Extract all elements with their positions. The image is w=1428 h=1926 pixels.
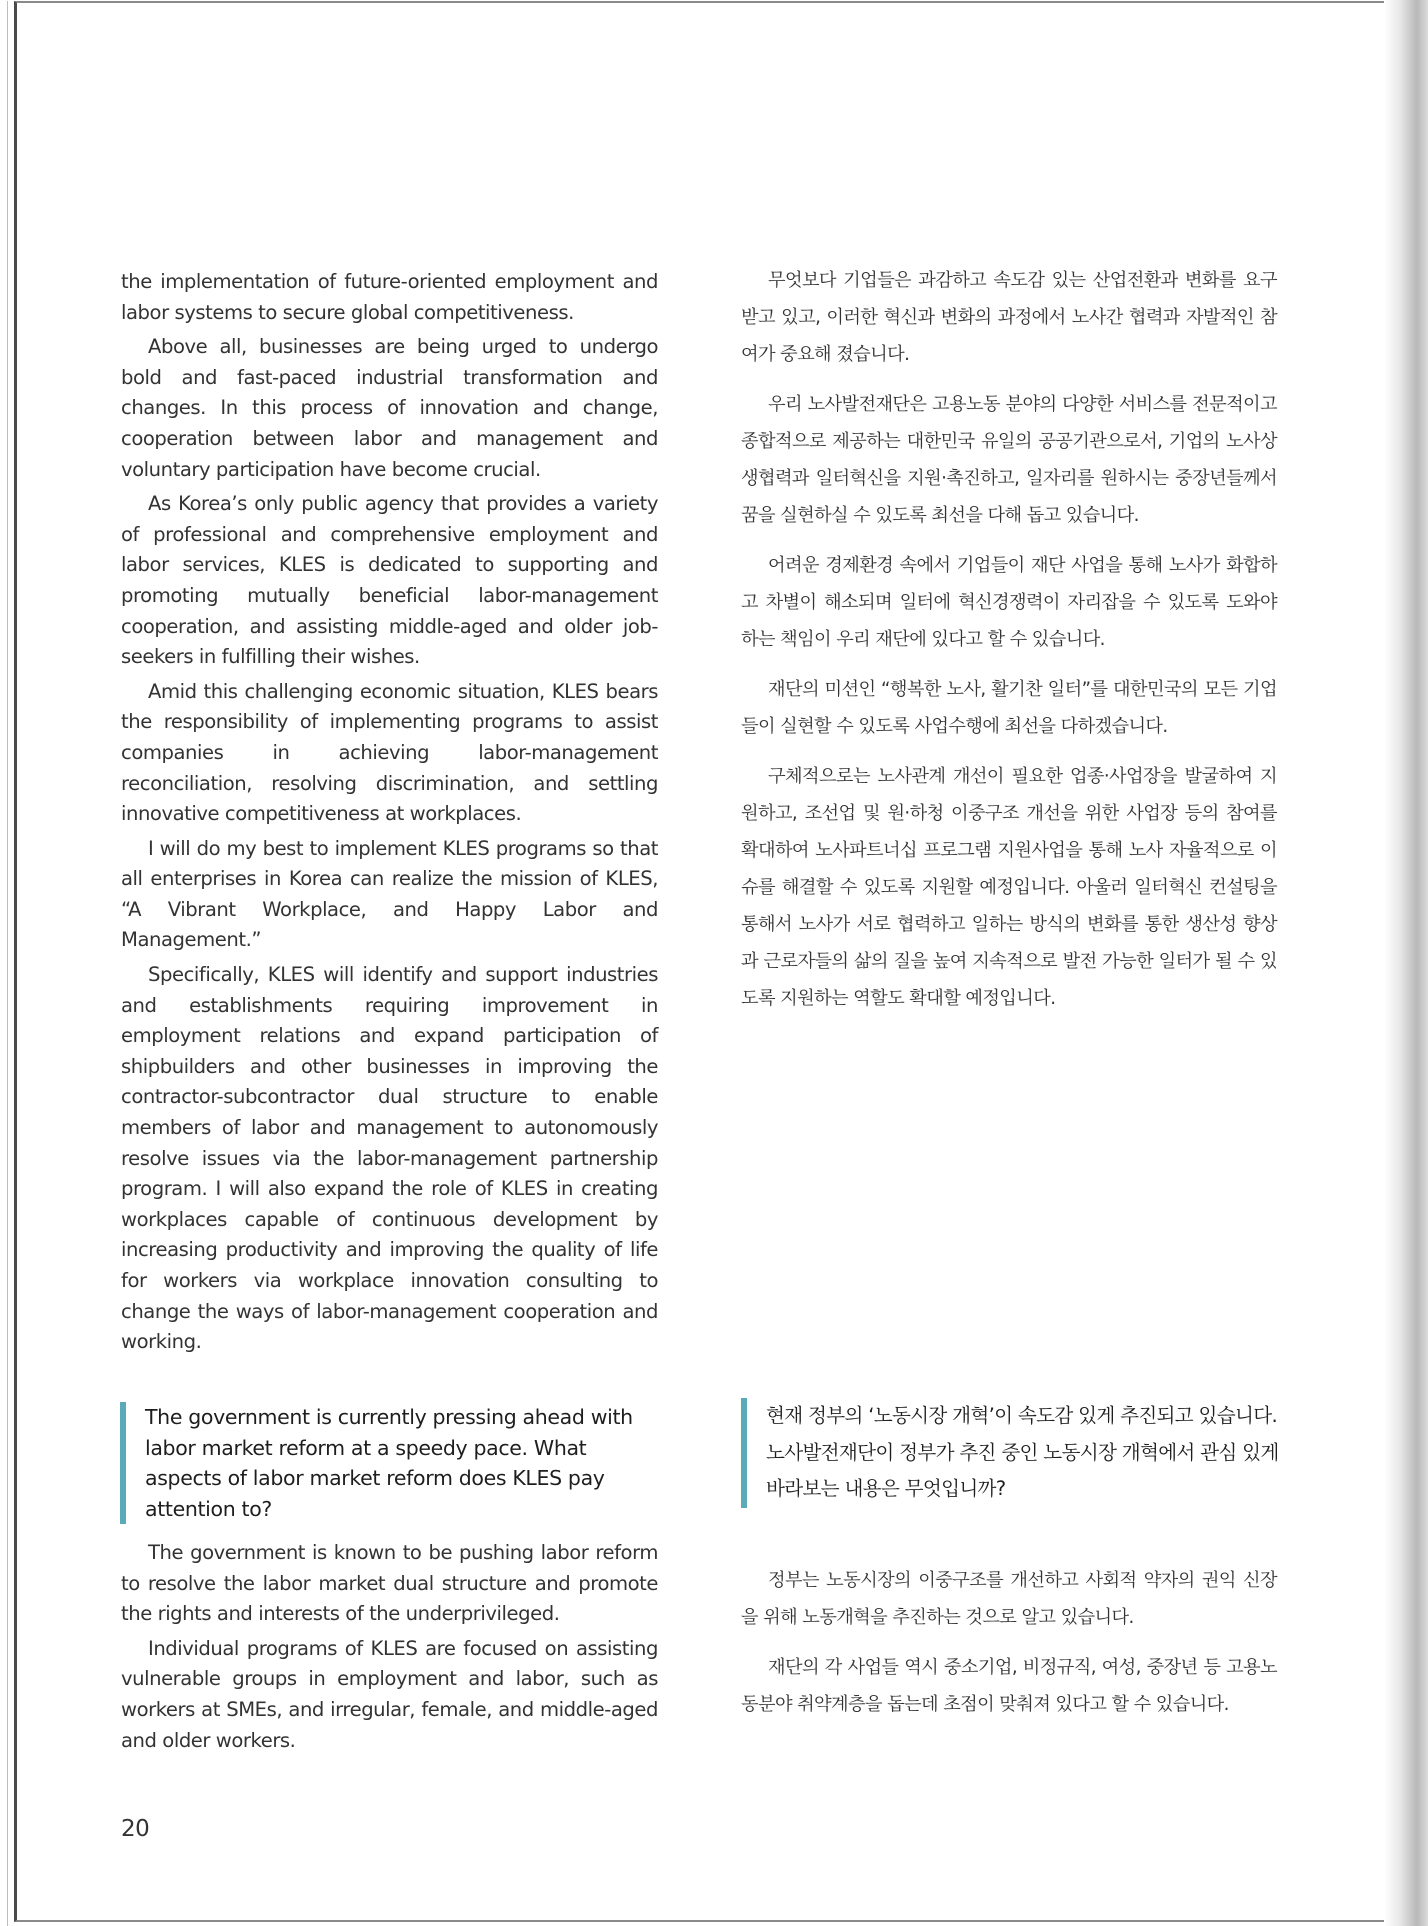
english-paragraph: Individual programs of KLES are focused on assisting vulnerable groups in employment and labor, such as workers at SMEs, and irregular, female, and middle-aged and older workers.: [121, 1636, 658, 1752]
korean-body-top: [741, 262, 1277, 1030]
english-paragraph: Amid this challenging economic situation, KLES bears the responsibility of implementing programs to assist companies in achieving labor-management reconciliation, resolving discrimination, and settling innovative competitiveness at workplaces.: [121, 679, 658, 826]
korean-answer: [741, 1562, 1277, 1736]
korean-paragraph: 정부는 노동시장의 이중구조를 개선하고 사회적 약자의 권익 신장을 위해 노동개혁을 추진하는 것으로 알고 있습니다.: [741, 1570, 1277, 1628]
english-paragraph: Specifically, KLES will identify and support industries and establishments requiring improvement in employment relations and expand participation of shipbuilders and other businesses in improving the contractor-subcontractor dual structure to enable members of labor and management to autonomously resolve issues via the labor-management partnership program. I will also expand the role of KLES in creating workplaces capable of continuous development by increasing productivity and improving the quality of life for workers via workplace innovation consulting to change the ways of labor-management cooperation and working.: [121, 963, 658, 1354]
korean-question: 현재 정부의 ‘노동시장 개혁’이 속도감 있게 추진되고 있습니다. 노사발전재단이 정부가 추진 중인 노동시장 개혁에서 관심 있게 바라보는 내용은 무엇입니까?: [741, 1398, 1282, 1508]
korean-paragraph: 우리 노사발전재단은 고용노동 분야의 다양한 서비스를 전문적이고 종합적으로 제공하는 대한민국 유일의 공공기관으로서, 기업의 노사상생협력과 일터혁신을 지원·촉진하고, 일자리를 원하시는 중장년들께서 꿈을 실현하실 수 있도록 최선을 다해 돕고 있습니다.: [741, 394, 1277, 526]
korean-paragraph: 어려운 경제환경 속에서 기업들이 재단 사업을 통해 노사가 화합하고 차별이 해소되며 일터에 혁신경쟁력이 자리잡을 수 있도록 도와야 하는 책임이 우리 재단에 있다고 할 수 있습니다.: [741, 555, 1277, 650]
english-answer: [121, 1538, 658, 1760]
korean-paragraph: 무엇보다 기업들은 과감하고 속도감 있는 산업전환과 변화를 요구받고 있고, 이러한 혁신과 변화의 과정에서 노사간 협력과 자발적인 참여가 중요해 졌습니다.: [741, 270, 1277, 365]
english-paragraph: the implementation of future-oriented employment and labor systems to secure global competitiveness.: [121, 270, 658, 324]
english-body-top: [121, 267, 658, 1362]
page-number: 20: [121, 1816, 150, 1842]
korean-paragraph: 구체적으로는 노사관계 개선이 필요한 업종·사업장을 발굴하여 지원하고, 조선업 및 원·하청 이중구조 개선을 위한 사업장 등의 참여를 확대하여 노사파트너십 프로그램 지원사업을 통해 노사 자율적으로 이슈를 해결할 수 있도록 지원할 예정입니다. 아울러 일터혁신 컨설팅을 통해서 노사가 서로 협력하고 일하는 방식의 변화를 통한 생산성 향상과 근로자들의 삶의 질을 높여 지속적으로 발전 가능한 일터가 될 수 있도록 지원하는 역할도 확대할 예정입니다.: [741, 766, 1277, 1009]
page-edge-shadow: [1384, 0, 1428, 1926]
korean-paragraph: 재단의 미션인 “행복한 노사, 활기찬 일터”를 대한민국의 모든 기업들이 실현할 수 있도록 사업수행에 최선을 다하겠습니다.: [741, 679, 1277, 737]
korean-paragraph: 재단의 각 사업들 역시 중소기업, 비정규직, 여성, 중장년 등 고용노동분야 취약계층을 돕는데 초점이 맞춰져 있다고 할 수 있습니다.: [741, 1657, 1277, 1715]
english-paragraph: The government is known to be pushing labor reform to resolve the labor market dual structure and promote the rights and interests of the underprivileged.: [121, 1541, 658, 1626]
english-paragraph: I will do my best to implement KLES programs so that all enterprises in Korea can realize the mission of KLES, “A Vibrant Workplace, and Happy Labor and Management.”: [121, 836, 658, 952]
english-question: The government is currently pressing ahead with labor market reform at a speedy pace. What aspects of labor market reform does KLES pay attention to?: [120, 1402, 662, 1524]
english-paragraph: Above all, businesses are being urged to undergo bold and fast-paced industrial transformation and changes. In this process of innovation and change, cooperation between labor and management and voluntary participation have become crucial.: [121, 335, 658, 481]
english-paragraph: As Korea’s only public agency that provides a variety of professional and comprehensive employment and labor services, KLES is dedicated to supporting and promoting mutually beneficial labor-management cooperation, and assisting middle-aged and older job-seekers in fulfilling their wishes.: [121, 492, 658, 669]
